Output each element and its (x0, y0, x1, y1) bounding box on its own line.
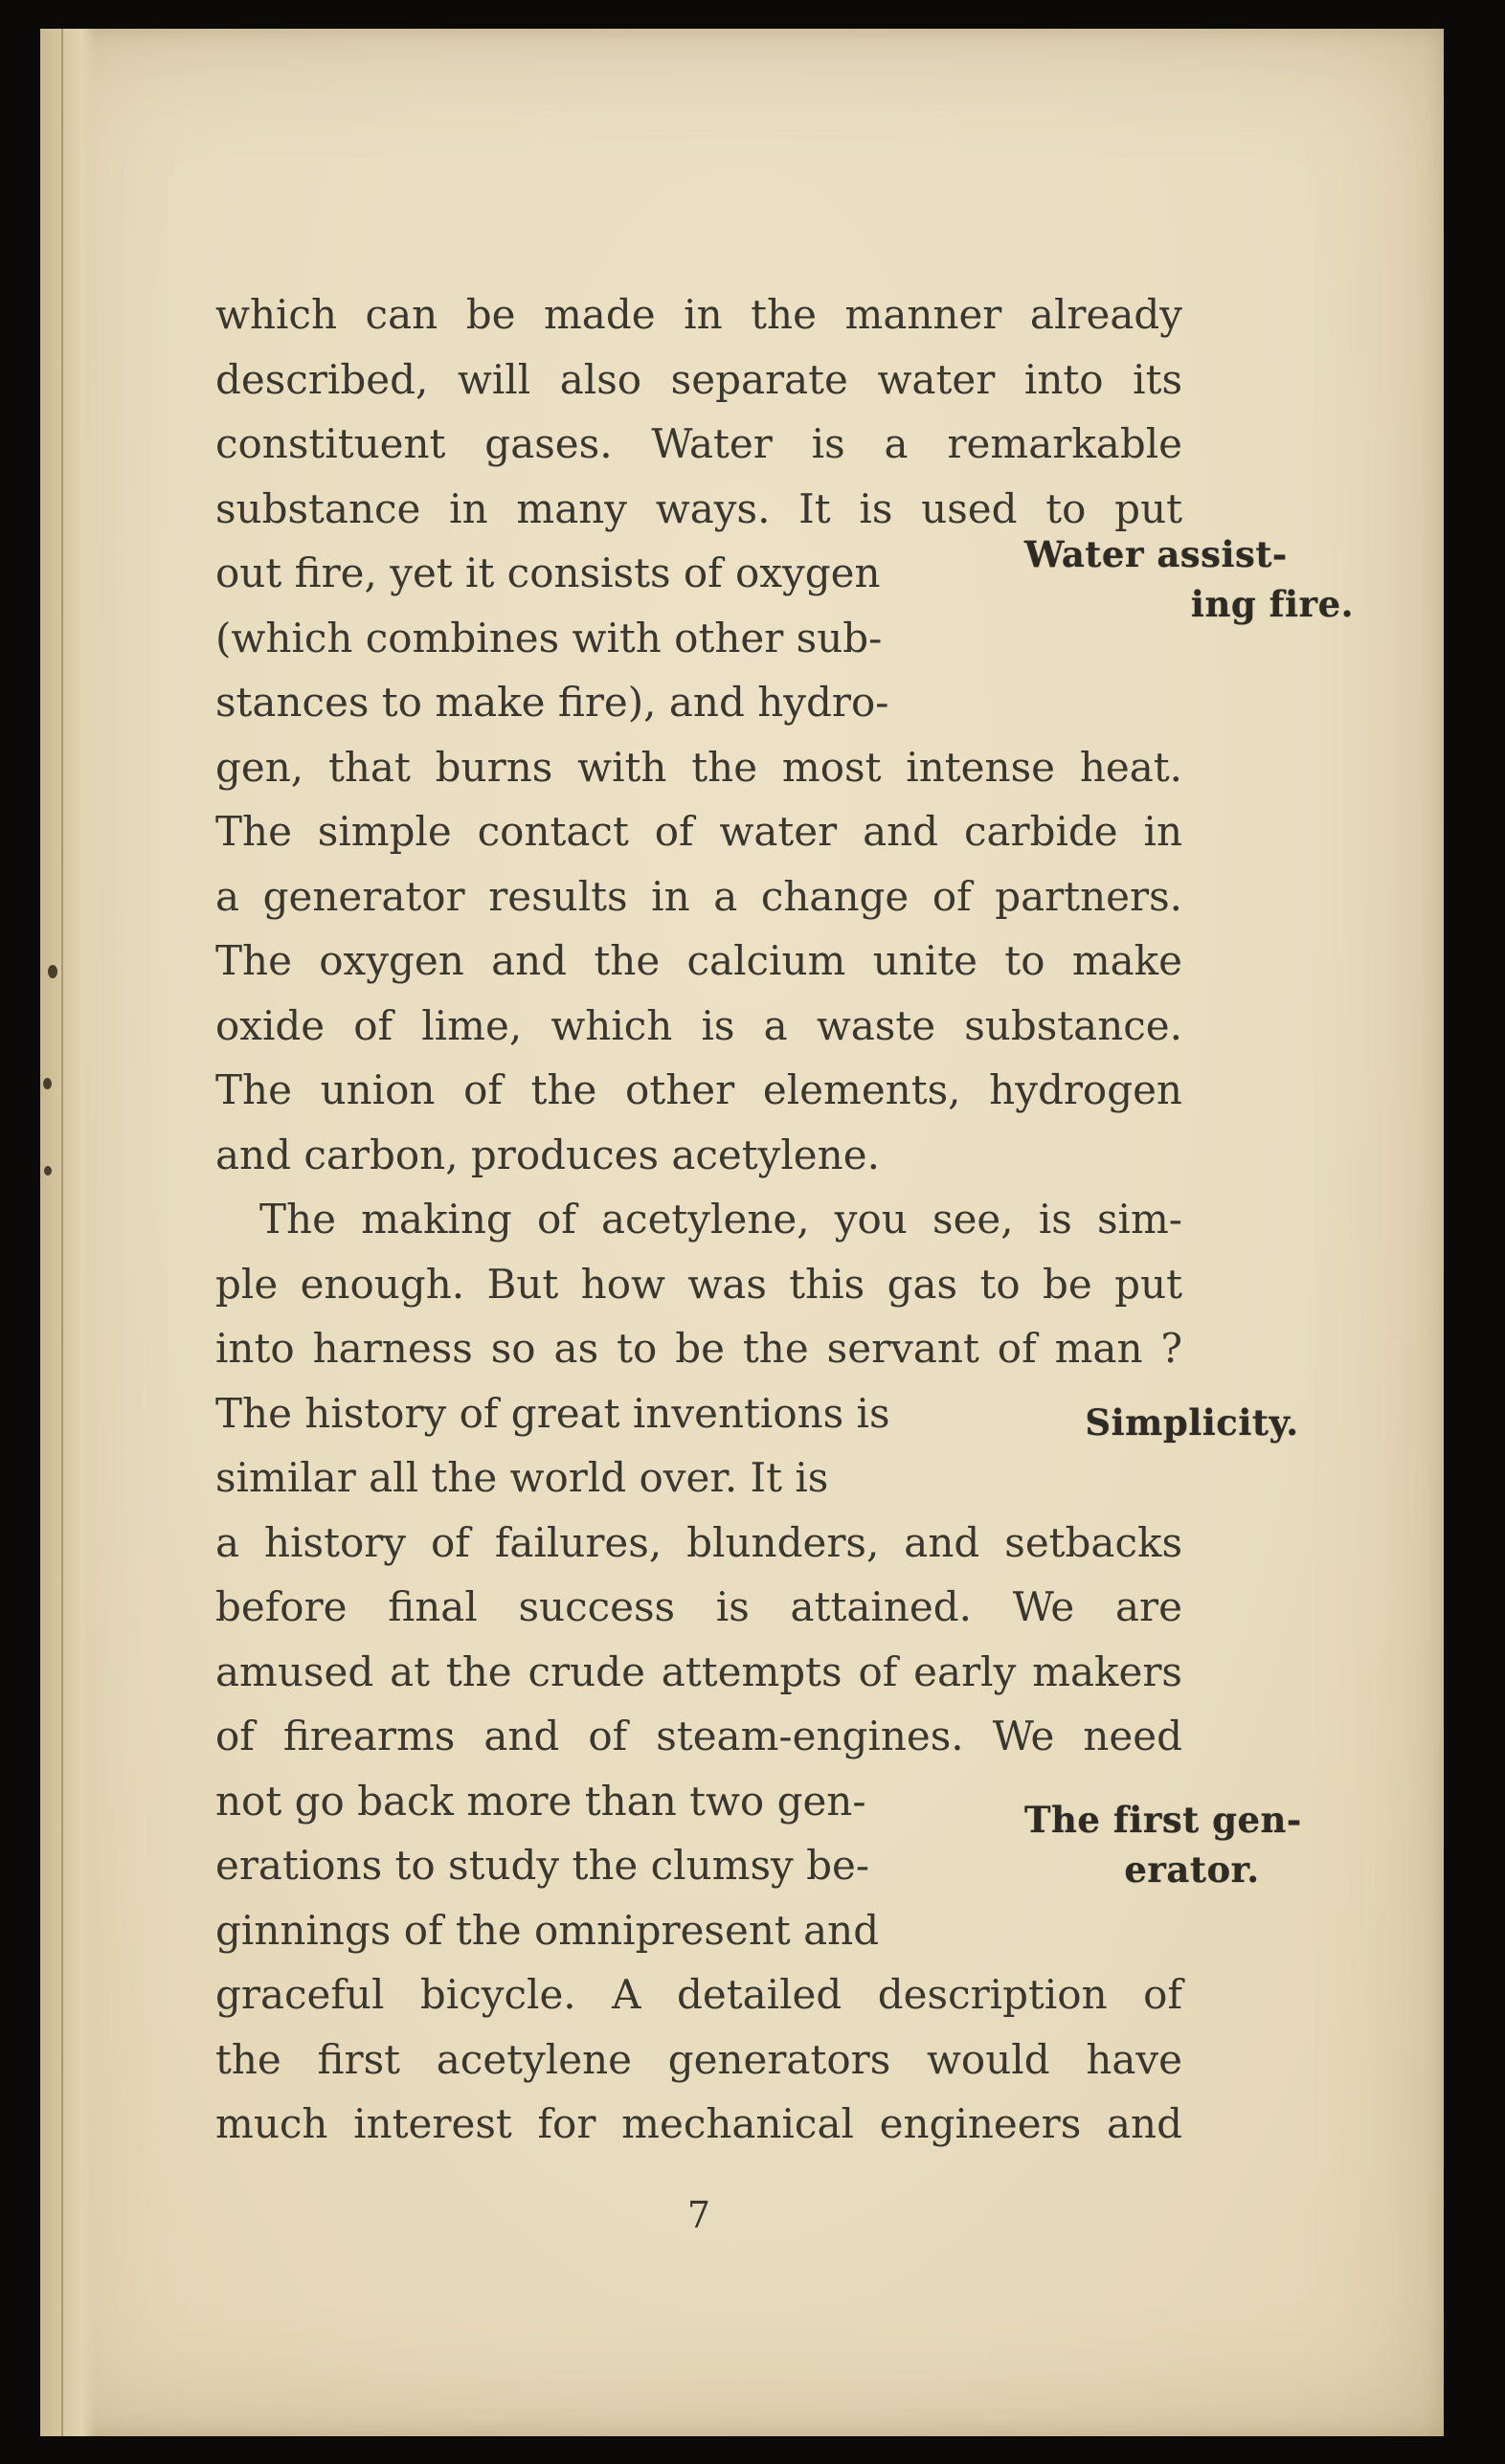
text-line: substance in many ways. It is used to put (215, 484, 1182, 532)
text-line: out fire, yet it consists of oxygen (215, 549, 881, 596)
text-line: a history of failures, blunders, and setbacks (215, 1518, 1182, 1566)
text-line: described, will also separate water into its (215, 355, 1182, 403)
text-line: graceful bicycle. A detailed description of (215, 1971, 1182, 2018)
page-text (215, 282, 1354, 2248)
text-line: the first acetylene generators would have (215, 2035, 1182, 2083)
text-line: The union of the other elements, hydrogen (215, 1066, 1182, 1113)
book-page (40, 29, 1444, 2436)
margin-note-line: ing fire. (1190, 583, 1354, 625)
text-line: The oxygen and the calcium unite to make (215, 937, 1182, 984)
text-line: The simple contact of water and carbide in (215, 808, 1182, 855)
text-line: oxide of lime, which is a waste substance. (215, 1001, 1182, 1049)
margin-note (1024, 1398, 1359, 1447)
text-line: much interest for mechanical engineers and (215, 2100, 1182, 2147)
margin-note-line: Simplicity. (1085, 1401, 1299, 1444)
text-line: ginnings of the omnipresent and (215, 1906, 880, 1954)
margin-note-line: The first gen- (1024, 1799, 1302, 1841)
text-line: which can be made in the manner already (215, 291, 1182, 338)
text-line: not go back more than two gen- (215, 1777, 866, 1825)
margin-note (1024, 529, 1359, 629)
text-line: stances to make fire), and hydro- (215, 679, 889, 726)
text-line: before final success is attained. We are (215, 1583, 1182, 1630)
binding-speck (44, 1166, 52, 1176)
text-line: a generator results in a change of partners. (215, 872, 1182, 920)
page-number: 7 (686, 2193, 711, 2236)
binding-edge (40, 29, 96, 2436)
text-line: constituent gases. Water is a remarkable (215, 420, 1182, 467)
text-line: gen, that burns with the most intense heat. (215, 743, 1182, 791)
text-line: and carbon, produces acetylene. (215, 1131, 880, 1178)
binding-speck (48, 965, 57, 978)
text-line: into harness so as to be the servant of man ? (215, 1325, 1182, 1372)
margin-note-line: Water assist- (1024, 533, 1288, 575)
text-line: erations to study the clumsy be- (215, 1842, 870, 1889)
text-line: similar all the world over. It is (215, 1454, 829, 1501)
margin-note (1024, 1795, 1359, 1894)
binding-speck (43, 1078, 52, 1089)
text-line: (which combines with other sub- (215, 614, 883, 661)
text-line: amused at the crude attempts of early makers (215, 1647, 1182, 1695)
margin-note-line: erator. (1124, 1848, 1260, 1891)
page-fold-line (61, 29, 63, 2436)
text-line: The history of great inventions is (215, 1389, 890, 1437)
text-line: of firearms and of steam-engines. We need (215, 1713, 1182, 1759)
text-line: ple enough. But how was this gas to be put (215, 1260, 1182, 1308)
text-line: The making of acetylene, you see, is sim- (259, 1196, 1182, 1243)
